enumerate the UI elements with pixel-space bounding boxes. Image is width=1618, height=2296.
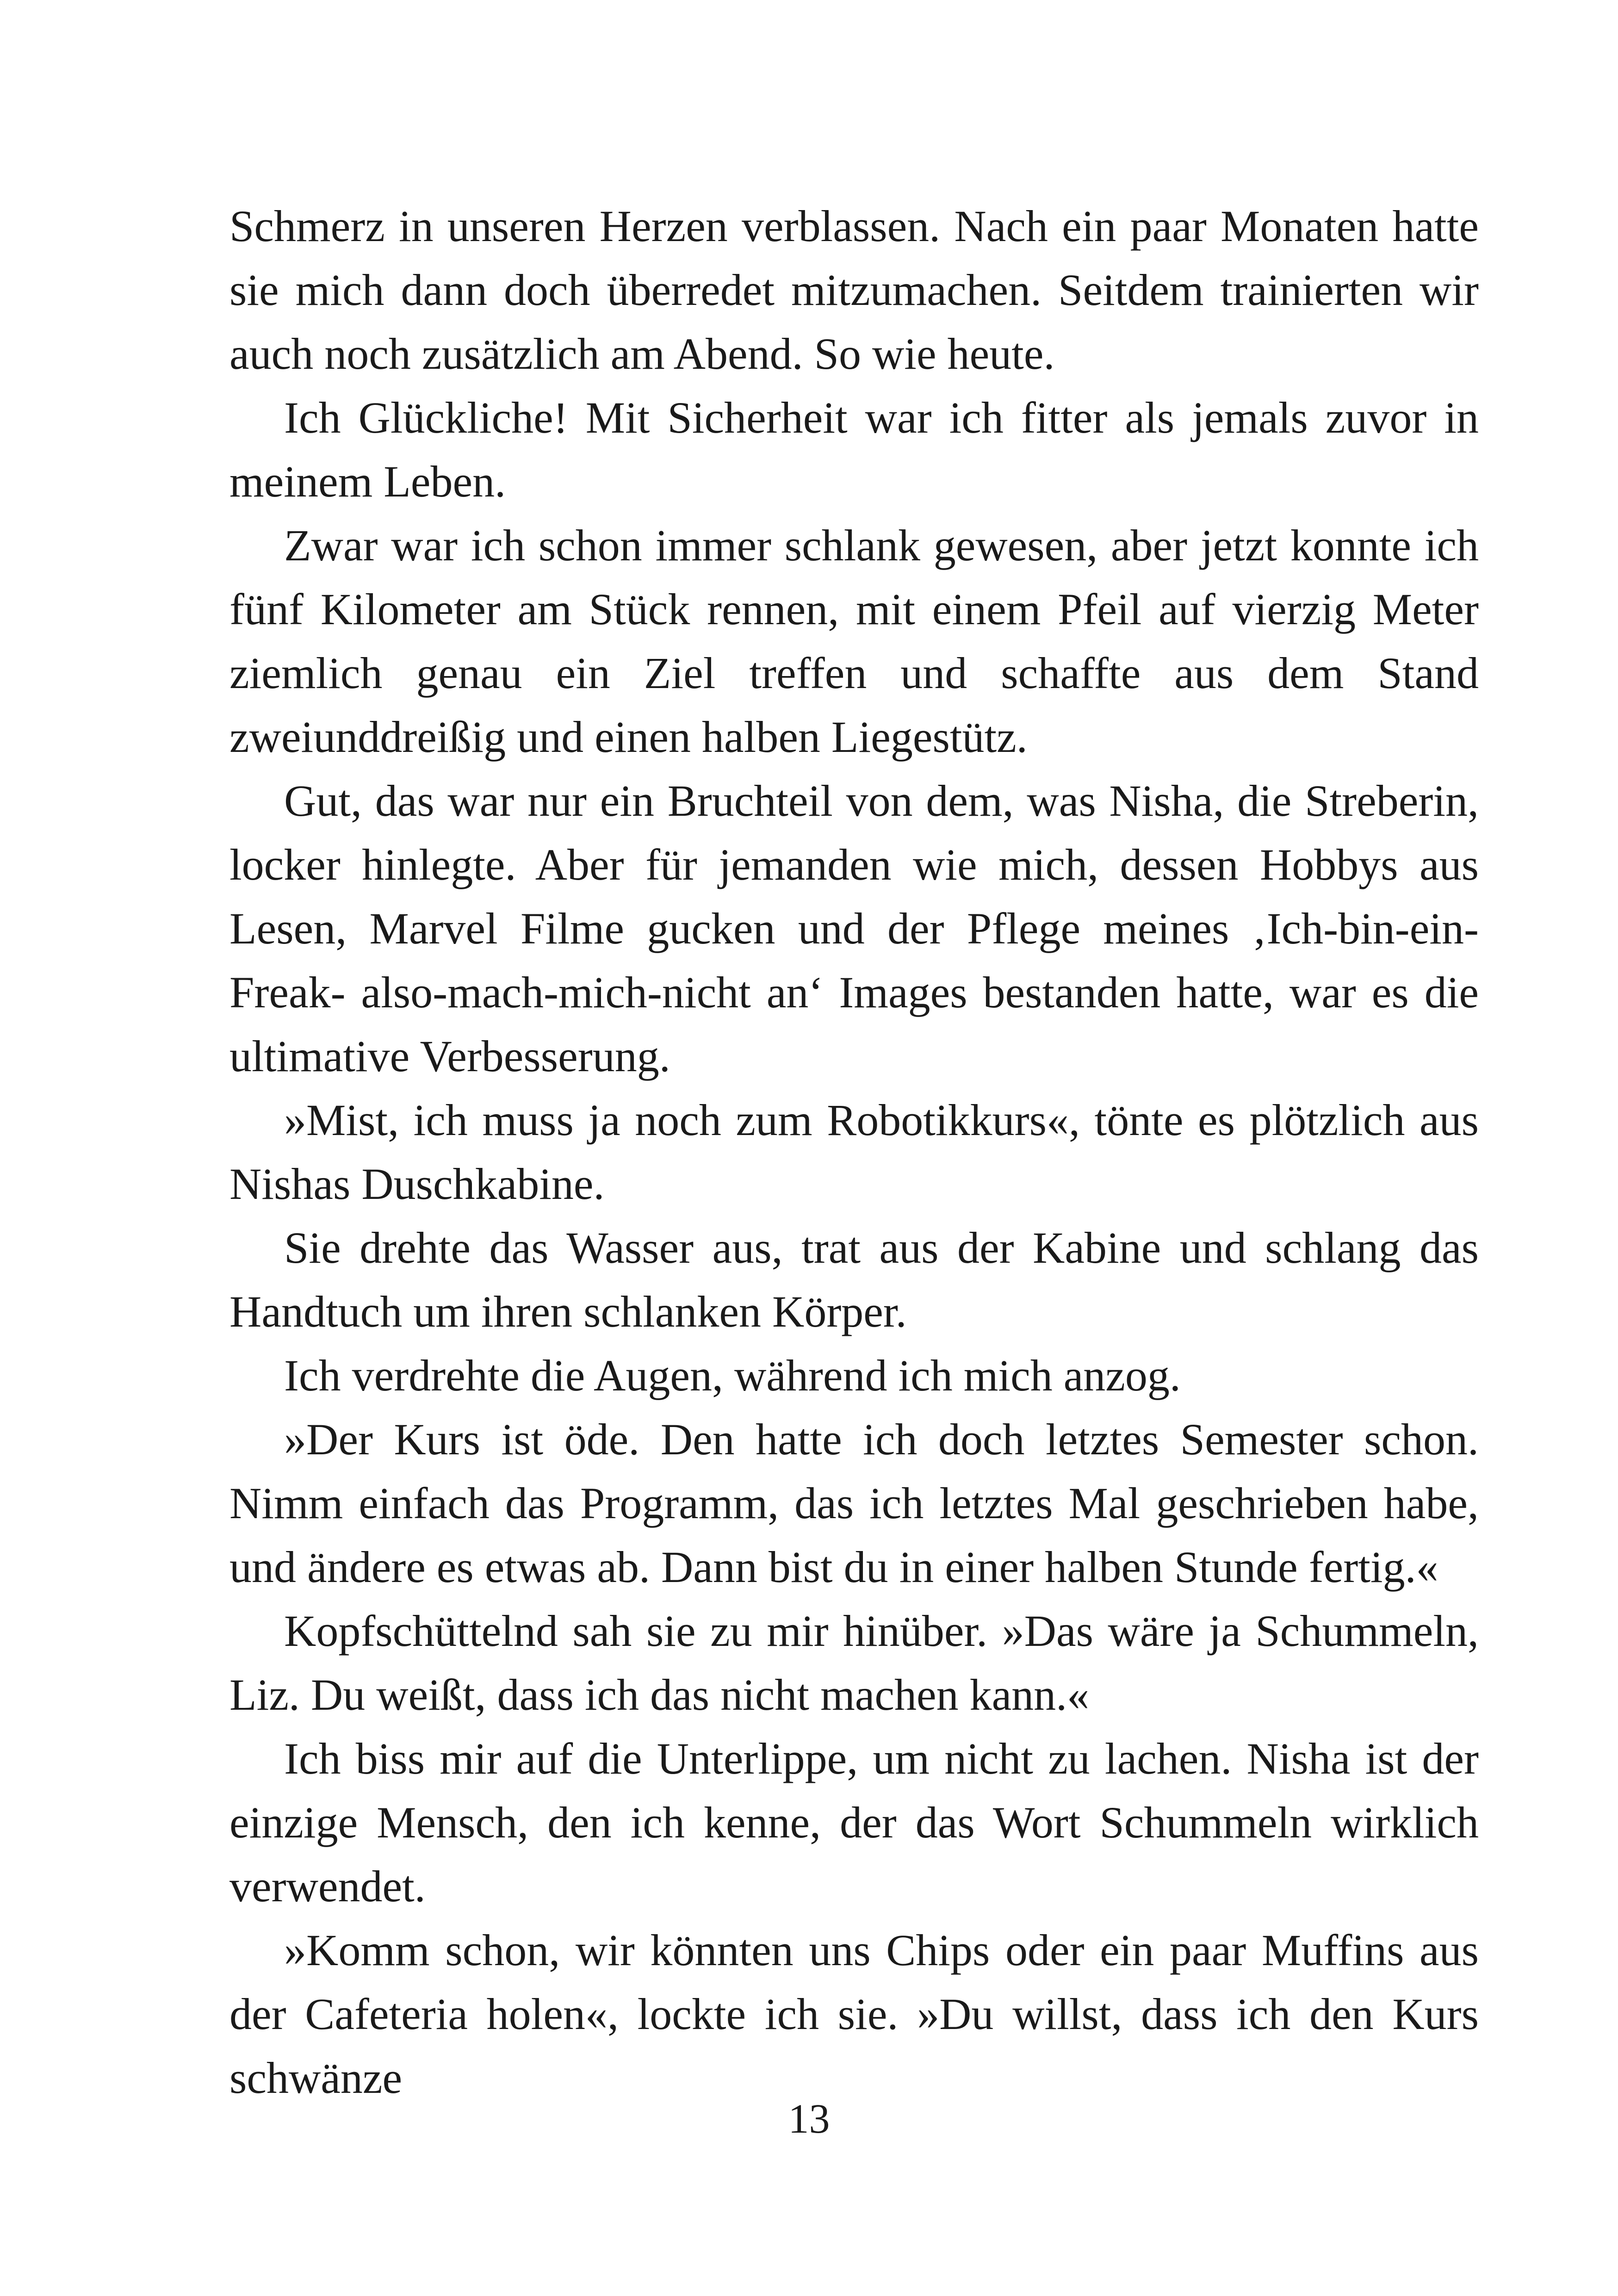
page-body [229, 194, 1479, 2110]
paragraph: Schmerz in unseren Herzen verblassen. Nach ein paar Monaten hatte sie mich dann doch überredet mitzumachen. Seitdem trainierten wir auch noch zusätzlich am Abend. So wie heute. [229, 201, 1479, 379]
paragraph: Gut, das war nur ein Bruchteil von dem, was Nisha, die Streberin, locker hinlegte. Aber für jemanden wie mich, dessen Hobbys aus Lesen, Marvel Filme gucken und der Pflege meines ‚Ich-bin-ein-Freak- also-mach-mich-nicht an‘ Images bestanden hatte, war es die ultimative Verbesserung. [229, 776, 1479, 1081]
paragraph: »Der Kurs ist öde. Den hatte ich doch letztes Semester schon. Nimm einfach das Programm, das ich letztes Mal geschrieben habe, und ändere es etwas ab. Dann bist du in einer halben Stunde fertig.« [229, 1415, 1479, 1592]
paragraph: Ich biss mir auf die Unterlippe, um nicht zu lachen. Nisha ist der einzige Mensch, den ich kenne, der das Wort Schummeln wirklich verwendet. [229, 1734, 1479, 1911]
paragraph: Kopfschüttelnd sah sie zu mir hinüber. »Das wäre ja Schummeln, Liz. Du weißt, dass ich das nicht machen kann.« [229, 1606, 1479, 1719]
paragraph: Ich verdrehte die Augen, während ich mich anzog. [284, 1351, 1181, 1400]
paragraph: Ich Glückliche! Mit Sicherheit war ich fitter als jemals zuvor in meinem Leben. [229, 393, 1479, 506]
paragraph: »Mist, ich muss ja noch zum Robotikkurs«, tönte es plötzlich aus Nishas Duschkabine. [229, 1095, 1479, 1209]
page-number: 13 [788, 2096, 830, 2142]
paragraph: Sie drehte das Wasser aus, trat aus der Kabine und schlang das Handtuch um ihren schlanken Körper. [229, 1223, 1479, 1336]
paragraph: »Komm schon, wir könnten uns Chips oder ein paar Muffins aus der Cafeteria holen«, lockte ich sie. »Du willst, dass ich den Kurs schwänze [229, 1925, 1479, 2103]
paragraph: Zwar war ich schon immer schlank gewesen, aber jetzt konnte ich fünf Kilometer am Stück rennen, mit einem Pfeil auf vierzig Meter ziemlich genau ein Ziel treffen und schaffte aus dem Stand zweiunddreißig und einen halben Liegestütz. [229, 521, 1479, 762]
